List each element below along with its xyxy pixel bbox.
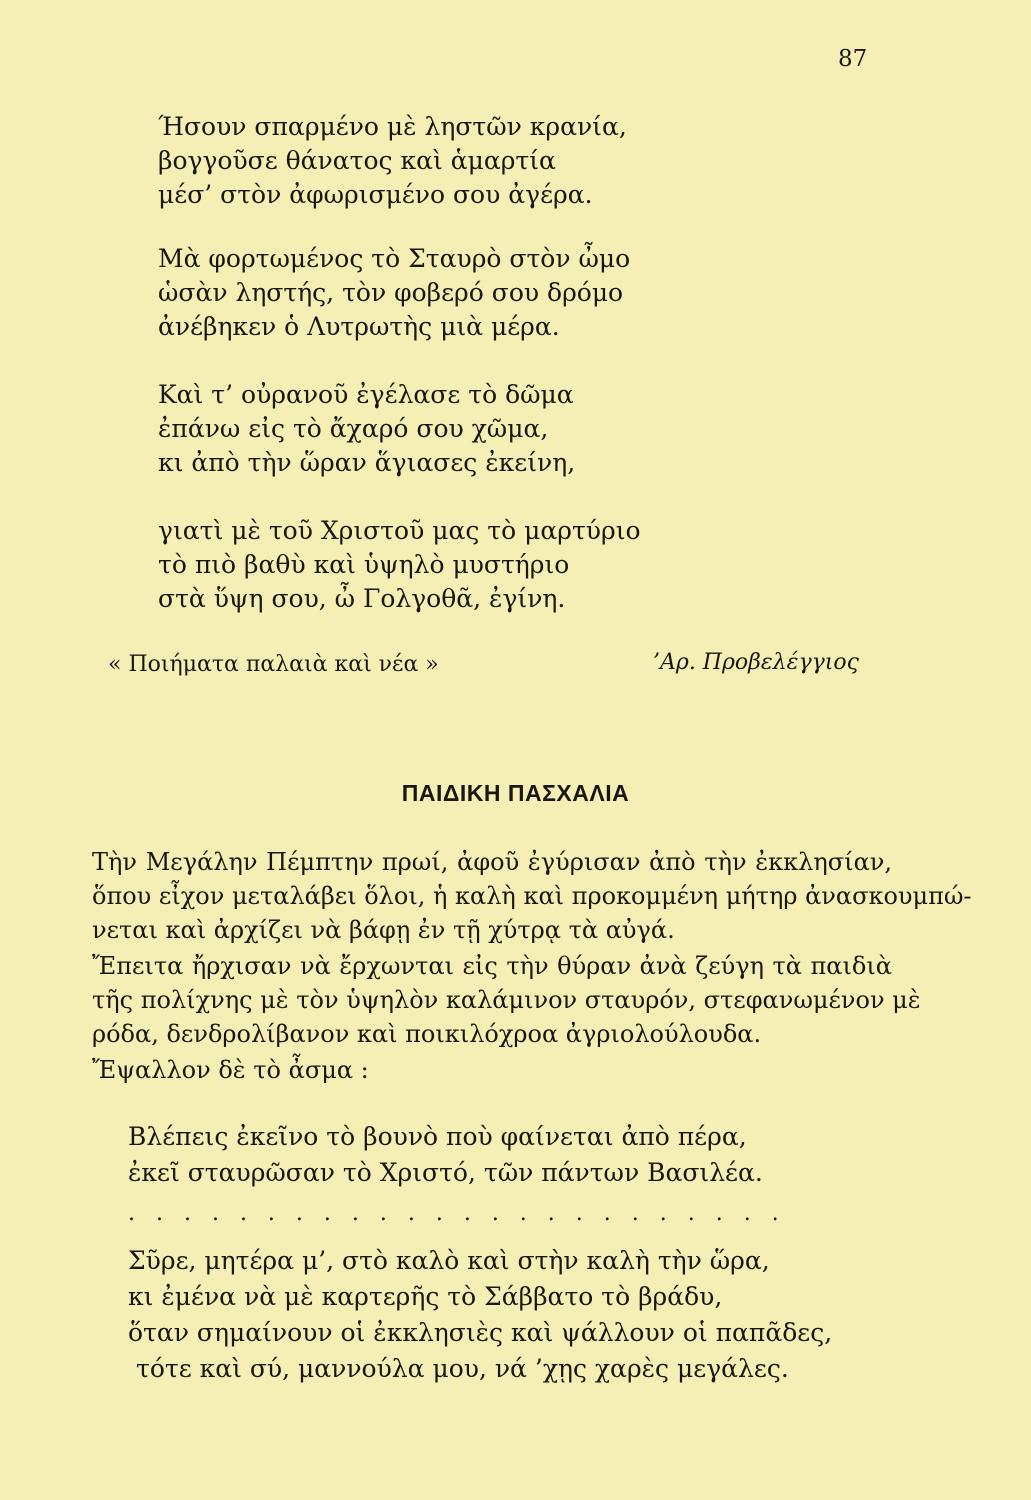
poem-author: ’Αρ. Προβελέγγιος: [653, 650, 859, 675]
poem-line: Ήσουν σπαρμένο μὲ ληστῶν κρανία,: [158, 112, 627, 141]
poem-source: « Ποιήματα παλαιὰ καὶ νέα »: [108, 652, 439, 677]
poem-line: τὸ πιὸ βαθὺ καὶ ὑψηλὸ μυστήριο: [158, 550, 570, 579]
paragraph-line: ρόδα, δενδρολίβανον καὶ ποικιλόχροα ἀγριολούλουδα.: [92, 1020, 762, 1048]
poem-line: κι ἀπὸ τὴν ὥραν ἅγιασες ἐκείνη,: [158, 448, 576, 477]
paragraph-line: Ἔπειτα ἤρχισαν νὰ ἔρχωνται εἰς τὴν θύραν ἀνὰ ζεύγη τὰ παιδιὰ: [92, 952, 892, 980]
song-line: Σῦρε, μητέρα μ’, στὸ καλὸ καὶ στὴν καλὴ τὴν ὥρα,: [128, 1246, 770, 1275]
poem-line: γιατὶ μὲ τοῦ Χριστοῦ μας τὸ μαρτύριο: [158, 516, 641, 545]
poem-line: μέσ’ στὸν ἀφωρισμένο σου ἀγέρα.: [158, 180, 593, 209]
song-line: Βλέπεις ἐκεῖνο τὸ βουνὸ ποὺ φαίνεται ἀπὸ πέρα,: [128, 1122, 747, 1151]
poem-line: βογγοῦσε θάνατος καὶ ἁμαρτία: [158, 146, 556, 175]
song-line: κι ἐμένα νὰ μὲ καρτερῆς τὸ Σάββατο τὸ βράδυ,: [128, 1282, 723, 1311]
section-title: ΠΑΙΔΙΚΗ ΠΑΣΧΑΛΙΑ: [401, 780, 630, 806]
paragraph-line: νεται καὶ ἀρχίζει νὰ βάφῃ ἐν τῇ χύτρᾳ τὰ αὐγά.: [92, 916, 675, 944]
song-line: ὅταν σημαίνουν οἱ ἐκκλησιὲς καὶ ψάλλουν οἱ παπᾶδες,: [128, 1318, 833, 1347]
poem-line: ἀνέβηκεν ὁ Λυτρωτὴς μιὰ μέρα.: [158, 312, 560, 341]
poem-line: Καὶ τ’ οὐρανοῦ ἐγέλασε τὸ δῶμα: [158, 380, 574, 409]
paragraph-line: Τὴν Μεγάλην Πέμπτην πρωί, ἀφοῦ ἐγύρισαν ἀπὸ τὴν ἐκκλησίαν,: [92, 848, 892, 876]
poem-line: Μὰ φορτωμένος τὸ Σταυρὸ στὸν ὦμο: [158, 244, 631, 273]
paragraph-line: ὅπου εἶχον μεταλάβει ὅλοι, ἡ καλὴ καὶ προκομμένη μήτηρ ἀνασκουμπώ-: [92, 882, 972, 910]
poem-line: στὰ ὕψη σου, ὦ Γολγοθᾶ, ἐγίνη.: [158, 584, 566, 613]
paragraph-line: τῆς πολίχνης μὲ τὸν ὑψηλὸν καλάμινον σταυρόν, στεφανωμένον μὲ: [92, 986, 921, 1014]
ellipsis-dots: . . . . . . . . . . . . . . . . . . . . . . . .: [128, 1201, 786, 1226]
poem-line: ἐπάνω εἰς τὸ ἄχαρό σου χῶμα,: [158, 414, 549, 443]
poem-line: ὡσὰν ληστής, τὸν φοβερό σου δρόμο: [158, 278, 624, 307]
paragraph-line: Ἔψαλλον δὲ τὸ ἆσμα :: [92, 1056, 369, 1084]
song-line: ἐκεῖ σταυρῶσαν τὸ Χριστό, τῶν πάντων Βασιλέα.: [128, 1158, 763, 1187]
song-line: τότε καὶ σύ, μαννούλα μου, νά ’χῃς χαρὲς μεγάλες.: [136, 1354, 789, 1383]
page-number: 87: [838, 46, 868, 72]
